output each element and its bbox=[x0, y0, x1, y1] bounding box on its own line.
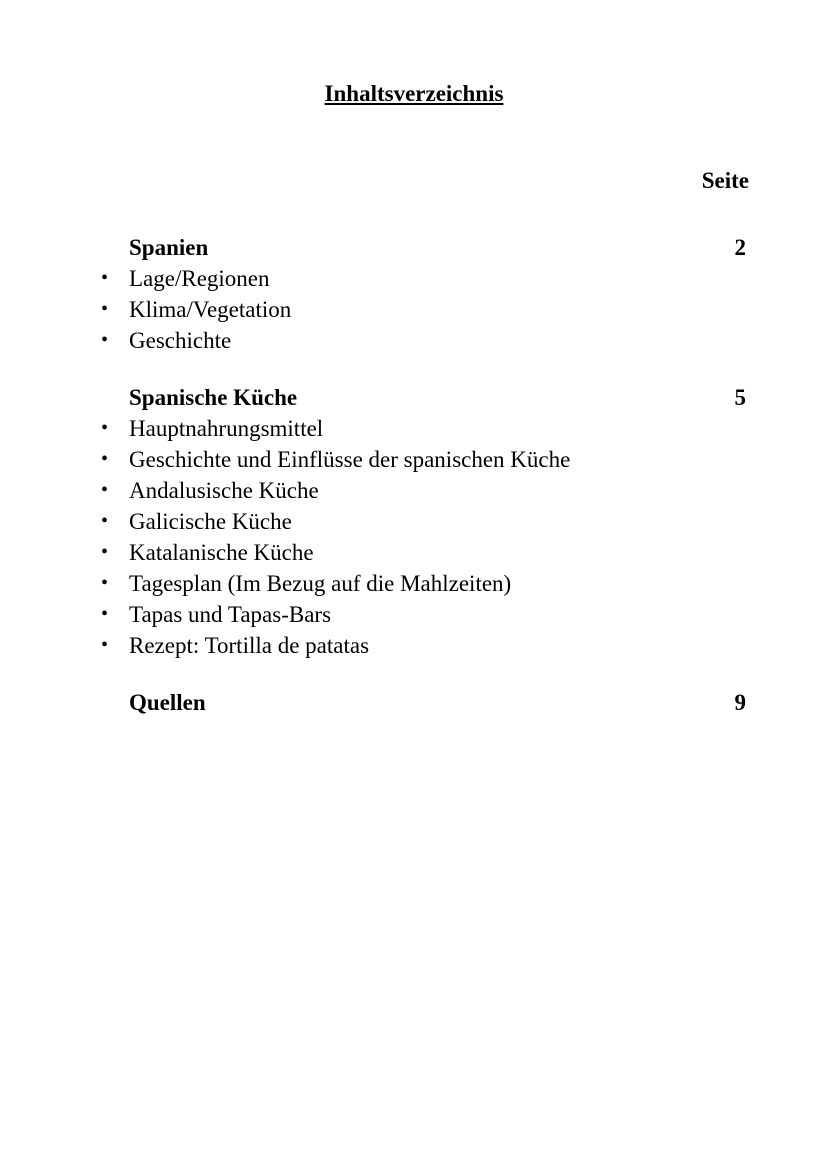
bullet-icon: • bbox=[101, 267, 109, 289]
section-page-number: 9 bbox=[734, 690, 746, 715]
list-item-text: Geschichte und Einflüsse der spanischen Küche bbox=[129, 447, 571, 472]
page-title: Inhaltsverzeichnis bbox=[324, 81, 504, 106]
list-item bbox=[0, 568, 828, 599]
bullet-icon: • bbox=[101, 298, 109, 320]
list-item bbox=[0, 325, 828, 356]
bullet-icon: • bbox=[101, 634, 109, 656]
bullet-icon: • bbox=[101, 417, 109, 439]
bullet-icon: • bbox=[101, 603, 109, 625]
list-item bbox=[0, 630, 828, 661]
list-item bbox=[0, 537, 828, 568]
list-item bbox=[0, 599, 828, 630]
list-item bbox=[0, 294, 828, 325]
bullet-icon: • bbox=[101, 510, 109, 532]
list-item bbox=[0, 444, 828, 475]
list-item bbox=[0, 263, 828, 294]
list-item-text: Geschichte bbox=[129, 328, 232, 353]
section-page-number: 5 bbox=[734, 385, 746, 410]
list-item bbox=[0, 475, 828, 506]
bullet-icon: • bbox=[101, 479, 109, 501]
section-title: Spanische Küche bbox=[129, 385, 298, 410]
toc-section-heading bbox=[0, 687, 828, 718]
section-title: Quellen bbox=[129, 690, 206, 715]
list-item-text: Tapas und Tapas-Bars bbox=[129, 602, 332, 627]
list-item-text: Galicische Küche bbox=[129, 509, 292, 534]
list-item-text: Tagesplan (Im Bezug auf die Mahlzeiten) bbox=[129, 571, 512, 596]
toc-section-heading bbox=[0, 382, 828, 413]
list-item-text: Katalanische Küche bbox=[129, 540, 314, 565]
toc-section-spanische-kueche bbox=[0, 382, 828, 661]
list-item-text: Andalusische Küche bbox=[129, 478, 319, 503]
list-item bbox=[0, 506, 828, 537]
section-title: Spanien bbox=[129, 235, 209, 260]
list-item-text: Klima/Vegetation bbox=[129, 297, 292, 322]
bullet-icon: • bbox=[101, 329, 109, 351]
list-item-text: Rezept: Tortilla de patatas bbox=[129, 633, 370, 658]
bullet-icon: • bbox=[101, 541, 109, 563]
bullet-icon: • bbox=[101, 448, 109, 470]
list-item-text: Hauptnahrungsmittel bbox=[129, 416, 324, 441]
page-column-header: Seite bbox=[701, 168, 749, 193]
table-of-contents bbox=[0, 232, 828, 744]
toc-section-spanien bbox=[0, 232, 828, 356]
toc-section-quellen bbox=[0, 687, 828, 718]
list-item bbox=[0, 413, 828, 444]
bullet-icon: • bbox=[101, 572, 109, 594]
toc-section-heading bbox=[0, 232, 828, 263]
section-page-number: 2 bbox=[734, 235, 746, 260]
list-item-text: Lage/Regionen bbox=[129, 266, 270, 291]
